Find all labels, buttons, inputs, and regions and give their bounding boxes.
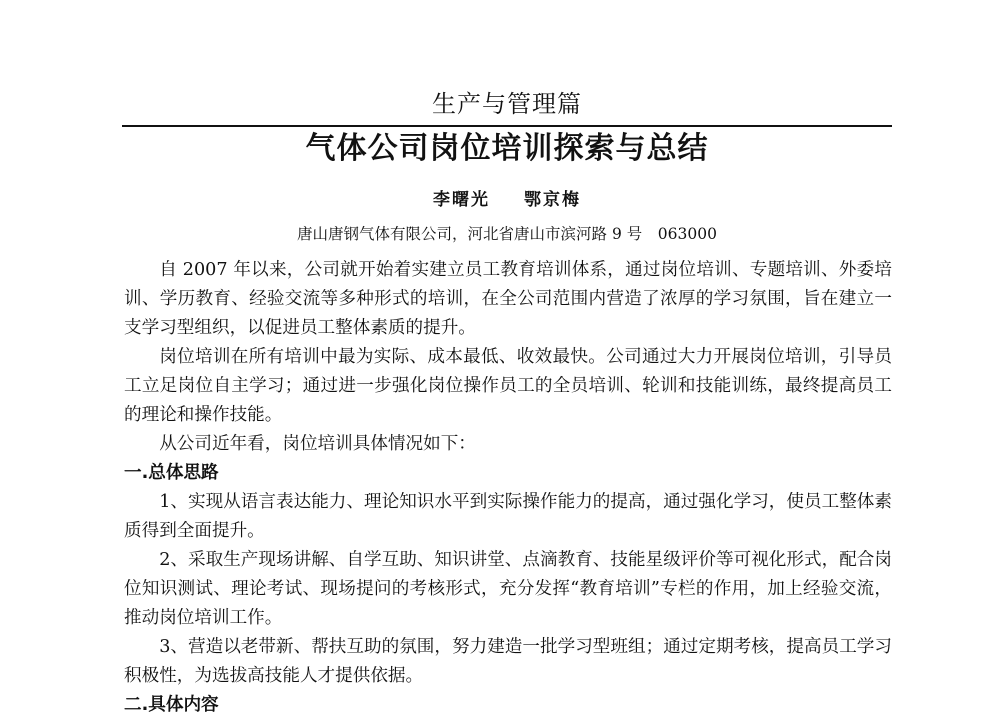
author-affiliation: 唐山唐钢气体有限公司，河北省唐山市滨河路 9 号 063000 bbox=[297, 225, 717, 243]
author-name: 鄂京梅 bbox=[523, 190, 581, 210]
author-name: 李曙光 bbox=[433, 190, 491, 210]
numbered-paragraph: 3、营造以老带新、帮扶互助的氛围，努力建造一批学习型班组；通过定期考核，提高员工学习积极性，为选拔高技能人才提供依据。 bbox=[124, 637, 892, 686]
header-divider bbox=[122, 125, 892, 127]
article-body bbox=[124, 256, 892, 720]
section-heading: 一.总体思路 bbox=[124, 463, 219, 483]
numbered-paragraph: 2、采取生产现场讲解、自学互助、知识讲堂、点滴教育、技能星级评价等可视化形式，配合岗位知识测试、理论考试、现场提问的考核形式，充分发挥“教育培训”专栏的作用，加上经验交流，推动岗位培训工作。 bbox=[124, 550, 892, 628]
author-list bbox=[122, 188, 892, 212]
section-header: 生产与管理篇 bbox=[432, 90, 582, 118]
body-paragraph: 岗位培训在所有培训中最为实际、成本最低、收效最快。公司通过大力开展岗位培训，引导员工立足岗位自主学习；通过进一步强化岗位操作员工的全员培训、轮训和技能训练，最终提高员工的理论和操作技能。 bbox=[124, 347, 892, 425]
body-paragraph: 从公司近年看，岗位培训具体情况如下： bbox=[159, 434, 476, 454]
numbered-paragraph: 1、实现从语言表达能力、理论知识水平到实际操作能力的提高，通过强化学习，使员工整体素质得到全面提升。 bbox=[124, 492, 892, 541]
article-title: 气体公司岗位培训探索与总结 bbox=[305, 131, 709, 166]
body-paragraph: 自 2007 年以来，公司就开始着实建立员工教育培训体系，通过岗位培训、专题培训、外委培训、学历教育、经验交流等多种形式的培训，在全公司范围内营造了浓厚的学习氛围，旨在建立一支学习型组织，以促进员工整体素质的提升。 bbox=[124, 260, 892, 338]
section-heading: 二.具体内容 bbox=[124, 695, 219, 715]
